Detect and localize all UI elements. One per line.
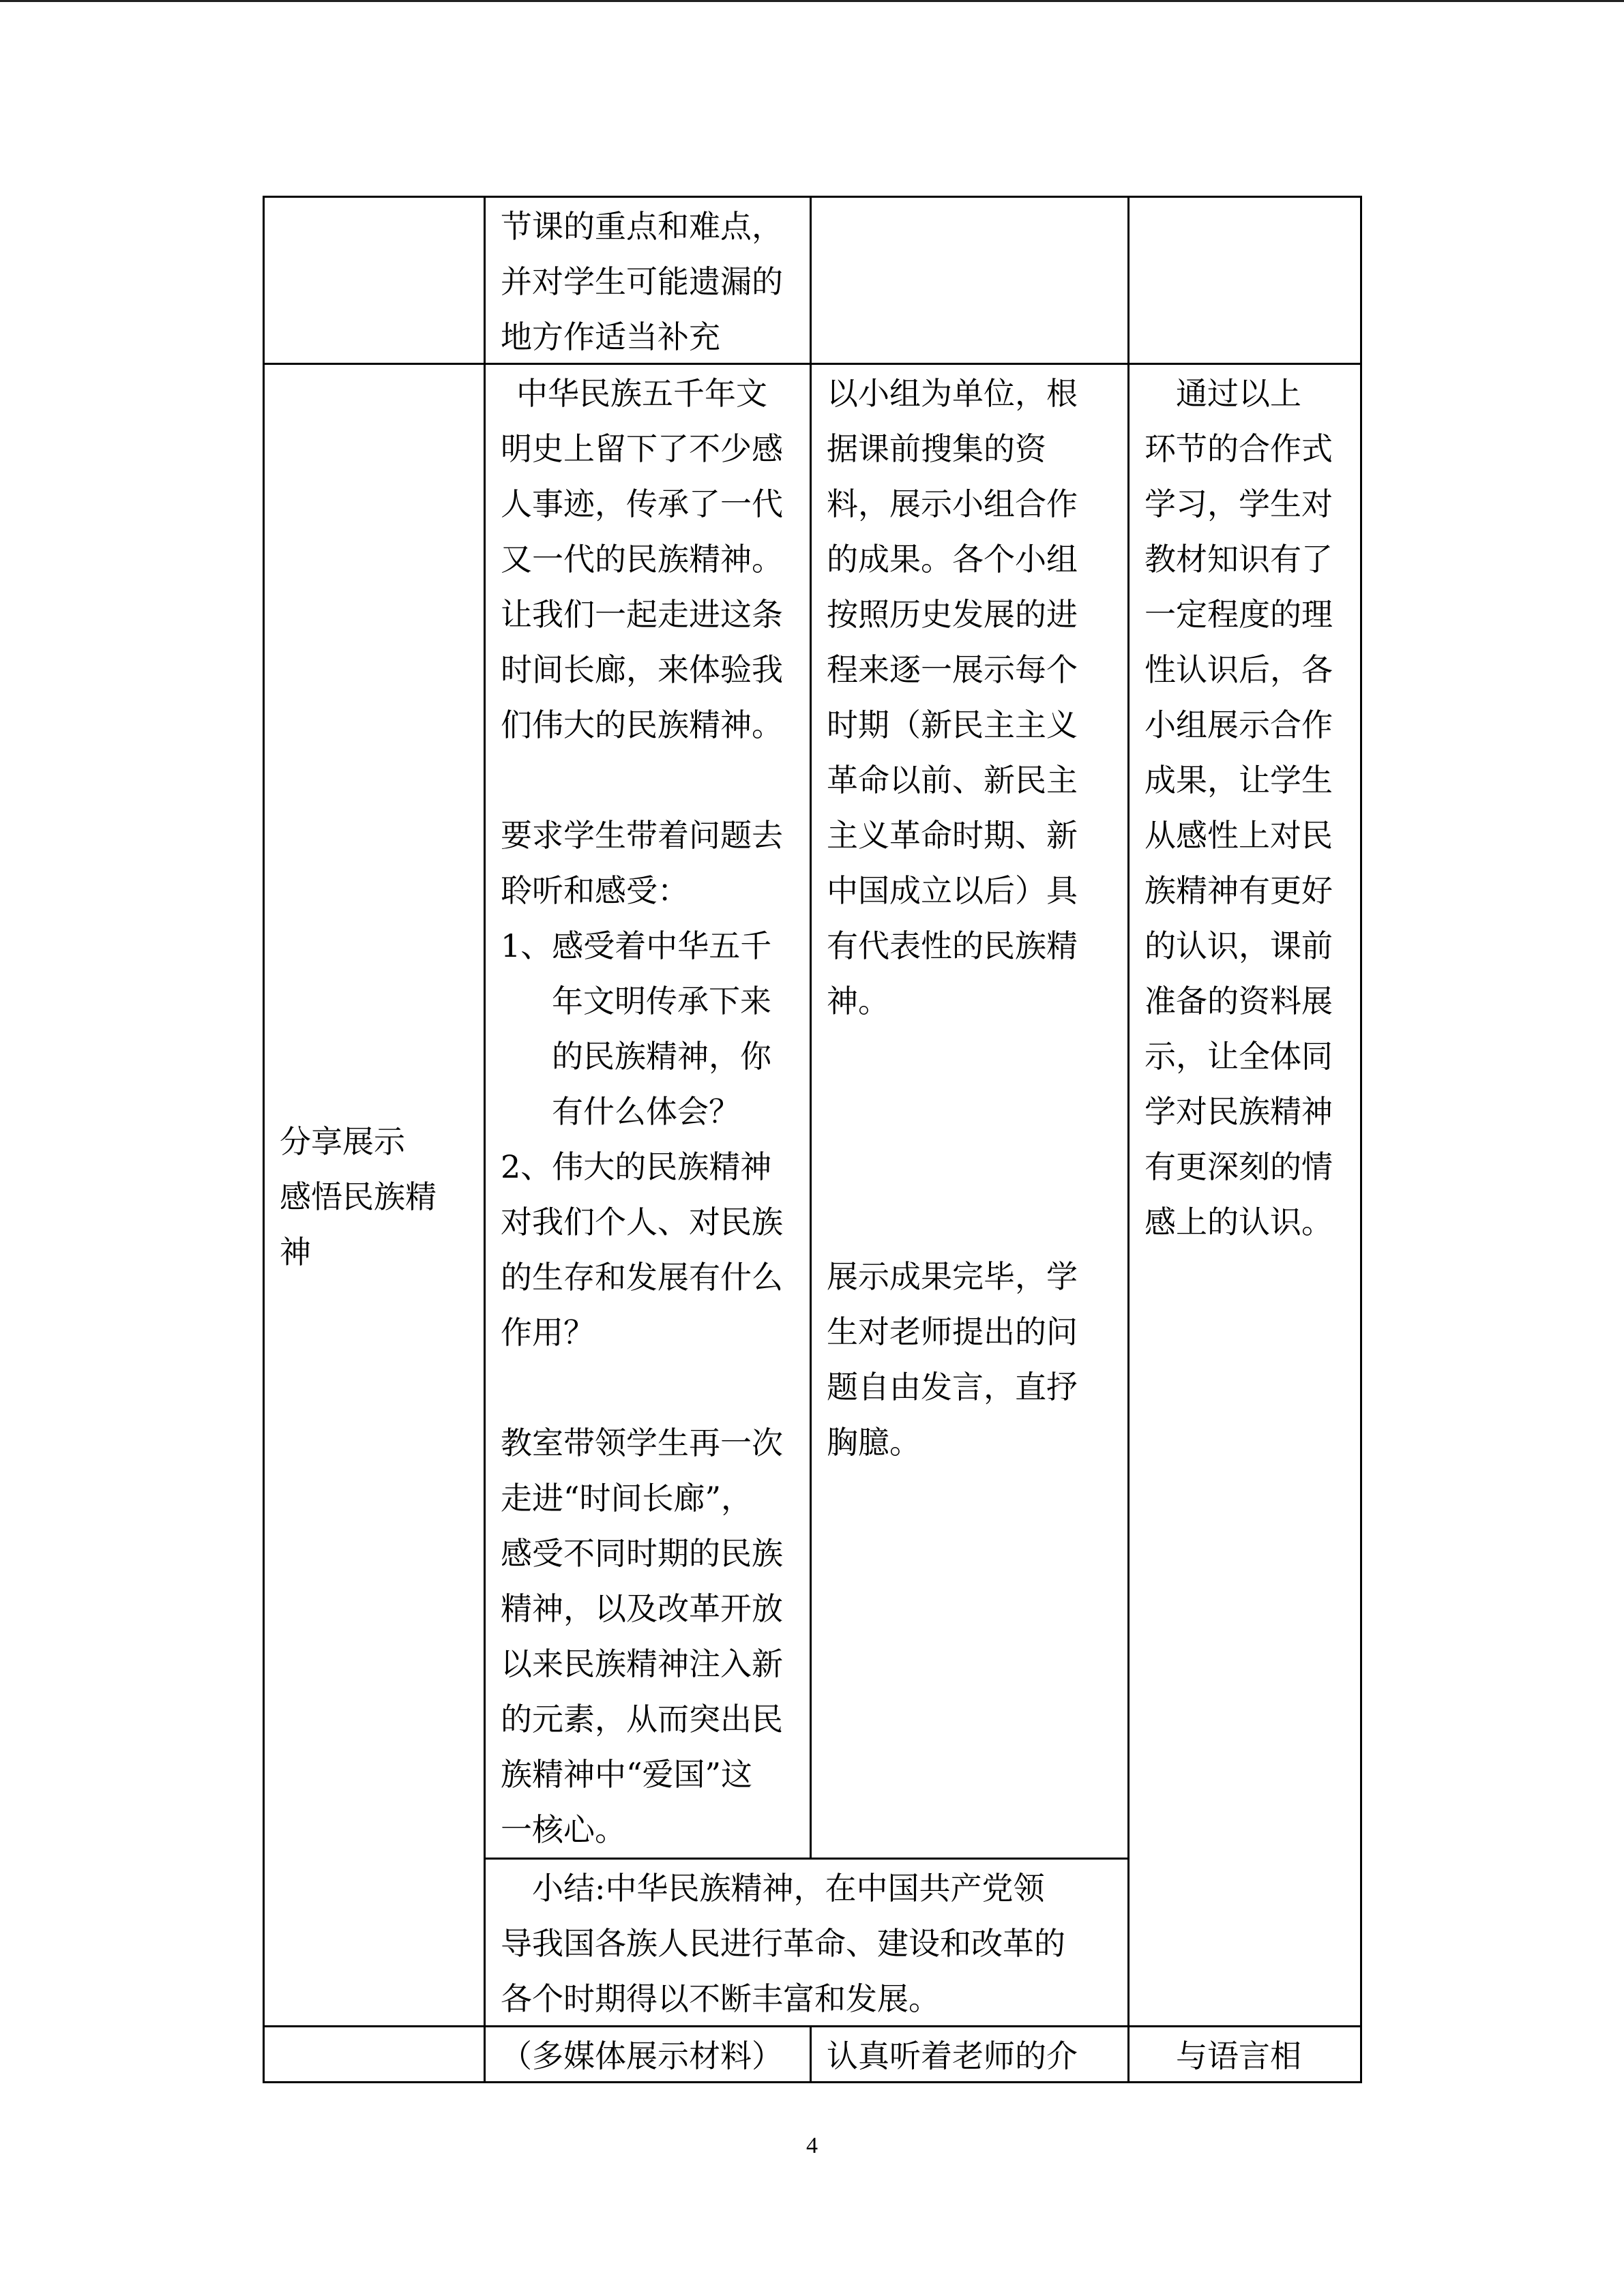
table-rule — [263, 196, 265, 2083]
text-line: 以来民族精神注入新 — [501, 1645, 783, 1682]
text-line: 一核心。 — [501, 1811, 626, 1848]
text-line: 学习，学生对 — [1145, 486, 1333, 522]
text-line: 有更深刻的情 — [1145, 1148, 1333, 1185]
text-line: 神。 — [827, 983, 889, 1019]
text-line: （多媒体展示材料） — [501, 2038, 783, 2074]
text-line: 各个时期得以不断丰富和发展。 — [501, 1980, 940, 2017]
row3-col2-cell — [501, 2029, 783, 2084]
text-line: 的民族精神，你 — [552, 1038, 771, 1075]
text-line: 的生存和发展有什么 — [501, 1259, 783, 1296]
text-line: 感受不同时期的民族 — [501, 1535, 783, 1572]
text-line: 明史上留下了不少感 — [501, 430, 783, 467]
text-line: 认真听着老师的介 — [827, 2038, 1078, 2074]
text-line: 时期（新民主主义 — [827, 706, 1078, 743]
table-rule — [1360, 196, 1362, 2083]
row3-col3-cell — [827, 2029, 1078, 2084]
stage-cell — [280, 1114, 437, 1280]
text-line: 环节的合作式 — [1145, 430, 1333, 467]
table-rule — [810, 2025, 812, 2083]
text-line: 据课前搜集的资 — [827, 430, 1046, 467]
text-line: 2、伟大的民族精神 — [501, 1148, 772, 1185]
student-activity-cell — [827, 366, 1078, 1029]
text-line: 通过以上 — [1145, 375, 1301, 412]
text-line: 节课的重点和难点， — [501, 208, 783, 245]
page-number: 4 — [806, 2133, 818, 2158]
text-line: 作用？ — [501, 1314, 595, 1351]
text-line: 展示成果完毕，学 — [827, 1258, 1078, 1295]
text-line: 题自由发言，直抒 — [827, 1369, 1078, 1405]
text-line: 从感性上对民 — [1145, 817, 1333, 854]
text-line: 程来逐一展示每个 — [827, 651, 1078, 688]
text-line: 并对学生可能遗漏的 — [501, 263, 783, 300]
text-line: 小组展示合作 — [1145, 706, 1333, 743]
text-line: 中华民族五千年文 — [516, 375, 767, 412]
text-line: 与语言相 — [1145, 2038, 1301, 2074]
text-line: 的认识，课前 — [1145, 927, 1333, 964]
table-rule — [263, 196, 1362, 198]
text-line: 1、感受着中华五千 — [501, 927, 772, 964]
table-rule — [484, 1858, 1130, 1860]
table-rule — [810, 196, 812, 1860]
table-rule — [1127, 196, 1130, 2083]
text-line: 精神，以及改革开放 — [501, 1590, 783, 1627]
text-line: 胸臆。 — [827, 1424, 921, 1461]
text-line: 族精神中“爱国”这 — [501, 1756, 753, 1793]
text-line: 示，让全体同 — [1145, 1038, 1333, 1075]
stage-line: 感悟民族精 — [280, 1178, 437, 1215]
table-rule — [484, 196, 486, 2083]
text-line: 让我们一起走进这条 — [501, 596, 783, 633]
text-line: 的成果。各个小组 — [827, 541, 1078, 578]
text-line: 地方作适当补充 — [501, 318, 720, 355]
text-line: 们伟大的民族精神。 — [501, 706, 783, 743]
text-line: 主义革命时期、新 — [827, 817, 1078, 854]
text-line: 按照历史发展的进 — [827, 596, 1078, 633]
text-line: 时间长廊，来体验我 — [501, 651, 783, 688]
text-line: 料，展示小组合作 — [827, 486, 1078, 522]
text-line: 要求学生带着问题去 — [501, 817, 783, 854]
text-line: 学对民族精神 — [1145, 1093, 1333, 1130]
table-rule — [263, 363, 1362, 365]
text-line: 有代表性的民族精 — [827, 927, 1078, 964]
text-line: 有什么体会？ — [552, 1093, 740, 1130]
text-line: 走进“时间长廊”， — [501, 1480, 753, 1517]
student-response-cell — [827, 1249, 1078, 1470]
text-line: 小结:中华民族精神，在中国共产党领 — [501, 1870, 1045, 1907]
text-line: 教材知识有了 — [1145, 541, 1333, 578]
text-line: 人事迹，传承了一代 — [501, 486, 783, 522]
text-line: 族精神有更好 — [1145, 872, 1333, 909]
blank-line — [501, 1360, 783, 1416]
blank-line — [501, 753, 783, 808]
text-line: 一定程度的理 — [1145, 596, 1333, 633]
stage-line: 分享展示 — [280, 1123, 405, 1160]
text-line: 的元素，从而突出民 — [501, 1701, 783, 1738]
design-intent-cell — [1145, 366, 1333, 1250]
text-line: 性认识后，各 — [1145, 651, 1333, 688]
text-line: 又一代的民族精神。 — [501, 541, 783, 578]
text-line: 年文明传承下来 — [552, 983, 771, 1019]
row1-col2-cell — [501, 199, 783, 365]
stage-line: 神 — [280, 1234, 311, 1270]
text-line: 成果，让学生 — [1145, 762, 1333, 799]
text-line: 聆听和感受： — [501, 872, 689, 909]
summary-cell — [501, 1861, 1065, 2027]
text-line: 准备的资料展 — [1145, 983, 1333, 1019]
text-line: 导我国各族人民进行革命、建设和改革的 — [501, 1925, 1065, 1962]
teacher-activity-cell — [501, 366, 783, 1858]
text-line: 革命以前、新民主 — [827, 762, 1078, 799]
text-line: 对我们个人、对民族 — [501, 1204, 783, 1240]
text-line: 生对老师提出的问 — [827, 1313, 1078, 1350]
text-line: 教室带领学生再一次 — [501, 1425, 783, 1461]
text-line: 以小组为单位，根 — [827, 375, 1078, 412]
row3-col4-cell — [1145, 2029, 1301, 2084]
text-line: 中国成立以后）具 — [827, 872, 1078, 909]
text-line: 感上的认识。 — [1145, 1204, 1333, 1240]
